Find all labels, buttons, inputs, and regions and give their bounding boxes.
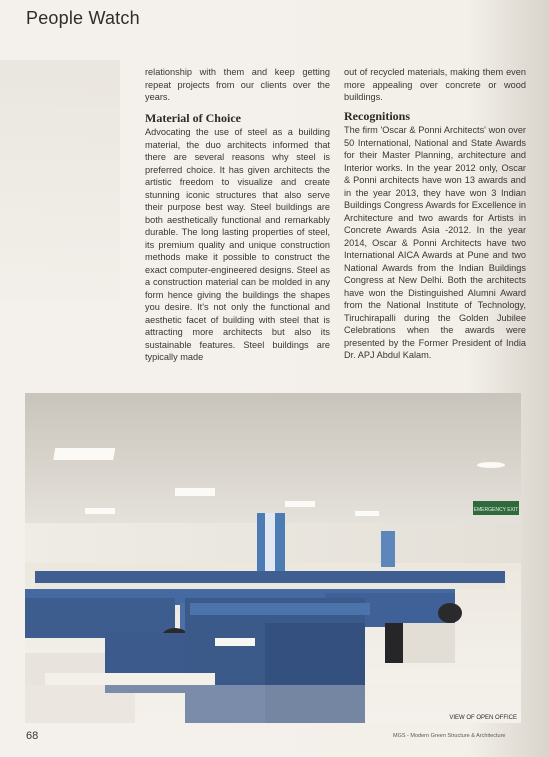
photo-caption: VIEW OF OPEN OFFICE	[449, 715, 517, 721]
recognitions-heading: Recognitions	[344, 108, 410, 123]
right-intro-paragraph: out of recycled materials, making them even more appealing over concrete or wood buildings.	[344, 67, 526, 102]
section-title: People Watch	[26, 8, 140, 28]
left-text-column	[145, 66, 330, 364]
material-of-choice-paragraph: Advocating the use of steel as a building material, the duo architects informed that there are several reasons why steel is preferred choice. It has given architects the artistic freedom to visualize and create stunning iconic structures that also serve their purpose best way. Steel buildings are both aesthetically functional and remarkably durable. The long lasting properties of steel, its premium quality and unique construction methods make it possible to construct the exact computer-engineered designs. Steel as a construction material can be molded in any form hence giving the buildings the shapes you desire. It's not only the functional and aesthetic facet of building with steel that is attracting more architects but also its sustainable features. Steel buildings are typically made	[145, 127, 330, 362]
right-text-column	[344, 66, 526, 362]
left-intro-paragraph: relationship with them and keep getting repeat projects from our clients over the years.	[145, 67, 330, 102]
exit-sign-text: EMERGENCY EXIT	[473, 507, 519, 513]
bleed-through-shadow	[0, 60, 120, 300]
publication-footer: MGS - Modern Green Structure & Architecture	[393, 733, 506, 739]
page-number: 68	[26, 730, 39, 742]
open-office-photo	[25, 393, 521, 723]
recognitions-paragraph: The firm 'Oscar & Ponni Architects' won over 50 International, National and State Awards for their Master Planning, architecture and Interior works. In the year 2012 only, Oscar & Ponni architects have won 13 awards and in the year 2013, they have won 3 Indian Buildings Congress Awards for Excellence in Architecture and two awards for Artists in Concrete Awards Asia -2012. In the year 2014, Oscar & Ponni Architects have two International AICA Awards at Pune and two National Awards from the Indian Buildings Congress at New Delhi. Both the architects have won the Distinguished Alumni Award from the National Institute of Technology, Tiruchirapalli during the Golden Jubilee Celebrations when the awards were presented by the Former President of India Dr. APJ Abdul Kalam.	[344, 125, 526, 360]
material-of-choice-heading: Material of Choice	[145, 110, 241, 125]
